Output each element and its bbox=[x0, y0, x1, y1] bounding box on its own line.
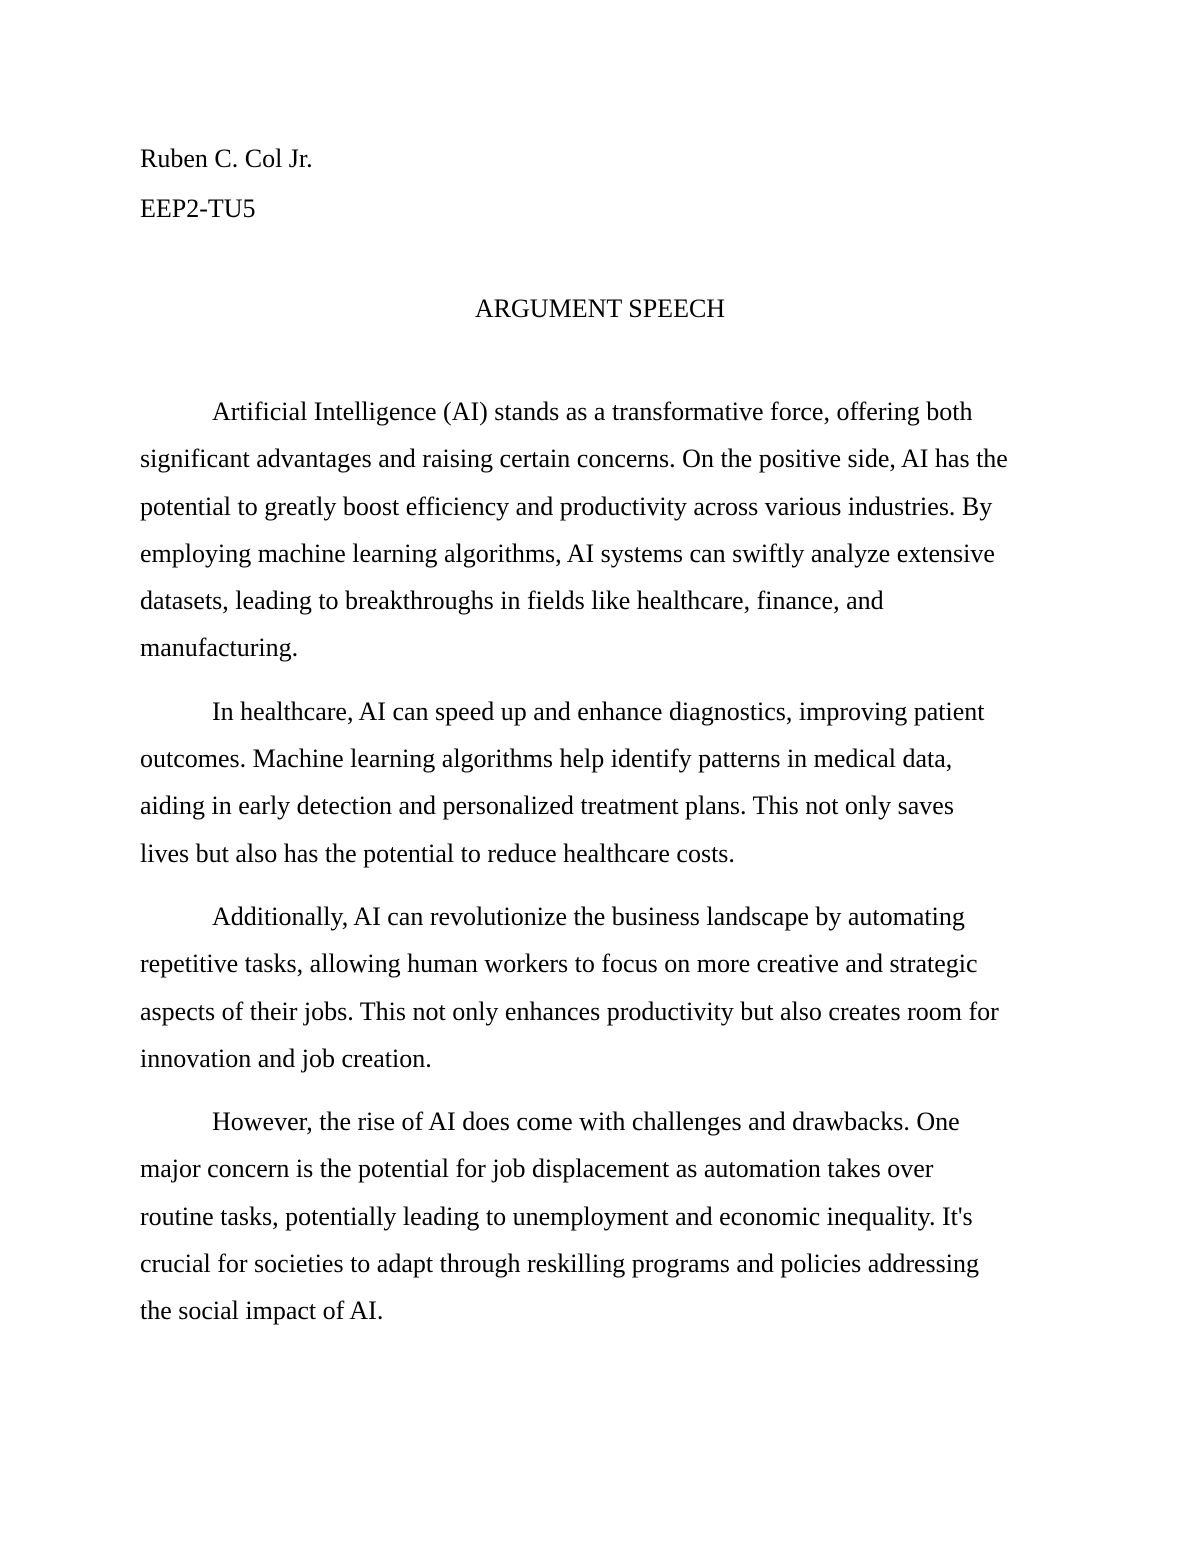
paragraph-line: innovation and job creation. bbox=[140, 1043, 432, 1073]
paragraph-line: the social impact of AI. bbox=[140, 1296, 384, 1326]
paragraph-line: employing machine learning algorithms, AI systems can swiftly analyze extensive bbox=[140, 538, 995, 568]
author-name: Ruben C. Col Jr. bbox=[140, 144, 313, 173]
paragraph-line: aiding in early detection and personalized treatment plans. This not only saves bbox=[140, 791, 954, 821]
paragraph bbox=[140, 688, 1064, 877]
paragraph-line: major concern is the potential for job displacement as automation takes over bbox=[140, 1154, 934, 1184]
paragraph-line: routine tasks, potentially leading to unemployment and economic inequality. It's bbox=[140, 1201, 973, 1231]
paragraph-line: crucial for societies to adapt through reskilling programs and policies addressing bbox=[140, 1249, 979, 1279]
paragraph-line: datasets, leading to breakthroughs in fields like healthcare, finance, and bbox=[140, 586, 884, 616]
paragraph-line: potential to greatly boost efficiency and productivity across various industries. By bbox=[140, 491, 993, 521]
course-code: EEP2-TU5 bbox=[140, 194, 256, 223]
paragraph-line: However, the rise of AI does come with challenges and drawbacks. One bbox=[212, 1107, 960, 1137]
paragraph bbox=[140, 893, 1064, 1082]
paragraph bbox=[140, 1098, 1064, 1334]
paragraph bbox=[140, 388, 1064, 672]
paragraph-line: Additionally, AI can revolutionize the business landscape by automating bbox=[212, 901, 965, 931]
paragraph-line: In healthcare, AI can speed up and enhance diagnostics, improving patient bbox=[212, 696, 985, 726]
document-body bbox=[140, 388, 1064, 1351]
paragraph-line: outcomes. Machine learning algorithms help identify patterns in medical data, bbox=[140, 744, 953, 774]
paragraph-line: Artificial Intelligence (AI) stands as a transformative force, offering both bbox=[212, 397, 973, 426]
paragraph-line: repetitive tasks, allowing human workers to focus on more creative and strategic bbox=[140, 949, 978, 979]
paragraph-line: aspects of their jobs. This not only enhances productivity but also creates room for bbox=[140, 996, 999, 1026]
paragraph-line: manufacturing. bbox=[140, 633, 299, 663]
paragraph-line: significant advantages and raising certain concerns. On the positive side, AI has the bbox=[140, 444, 1008, 474]
document-title: ARGUMENT SPEECH bbox=[474, 294, 726, 323]
paragraph-line: lives but also has the potential to reduce healthcare costs. bbox=[140, 838, 735, 868]
